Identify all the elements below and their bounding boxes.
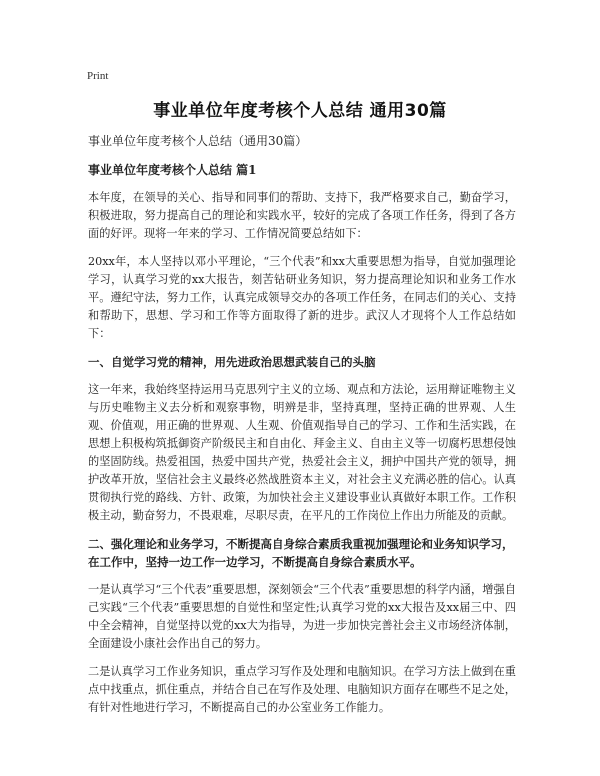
paragraph: 二是认真学习工作业务知识，重点学习写作及处理和电脑知识。在学习方法上做到在重点中找重点，抓住重点，并结合自己在写作及处理、电脑知识方面存在哪些不足之处，有针对性地进行学习，不断提高自己的办公室业务工作能力。 — [88, 665, 516, 714]
paragraph: 本年度，在领导的关心、指导和同事们的帮助、支持下，我严格要求自己，勤奋学习，积极进取，努力提高自己的理论和实践水平，较好的完成了各项工作任务，得到了各方面的好评。现将一年来的学习、工作情况简要总结如下： — [88, 191, 516, 240]
section-heading: 二、强化理论和业务学习，不断提高自身综合素质我重视加强理论和业务知识学习，在工作中，坚持一边工作一边学习，不断提高自身综合素质水平。 — [88, 537, 514, 569]
paragraph: 这一年来，我始终坚持运用马克思列宁主义的立场、观点和方法论，运用辩证唯物主义与历史唯物主义去分析和观察事物，明辨是非，坚持真理，坚持正确的世界观、人生观、价值观，用正确的世界观、人生观、价值观指导自己的学习、工作和生活实践，在思想上积极构筑抵御资产阶级民主和自由化、拜金主义、自由主义等一切腐朽思想侵蚀的坚固防线。热爱祖国，热爱中国共产党，热爱社会主义，拥护中国共产党的领导，拥护改革开放，坚信社会主义最终必然战胜资本主义，对社会主义充满必胜的信心。认真贯彻执行党的路线、方针、政策，为加快社会主义建设事业认真做好本职工作。工作积极主动，勤奋努力，不畏艰难，尽职尽责，在平凡的工作岗位上作出力所能及的贡献。 — [88, 383, 516, 522]
print-label[interactable]: Print — [87, 70, 109, 82]
paragraph: 20xx年，本人坚持以邓小平理论，“三个代表”和xx大重要思想为指导，自觉加强理论学习，认真学习党的xx大报告，刻苦钻研业务知识，努力提高理论知识和业务工作水平。遵纪守法，努力工作，认真完成领导交办的各项工作任务，在同志们的关心、支持和帮助下，思想、学习和工作等方面取得了新的进步。武汉人才现将个人工作总结如下： — [88, 255, 516, 340]
section-heading: 一、自觉学习党的精神，用先进政治思想武装自己的头脑 — [88, 355, 376, 369]
page-title: 事业单位年度考核个人总结 通用30篇 — [153, 101, 447, 121]
paragraph: 一是认真学习“三个代表”重要思想，深刻领会“三个代表”重要思想的科学内涵，增强自己实践“三个代表”重要思想的自觉性和坚定性;认真学习党的xx大报告及xx届三中、四中全会精神，自觉坚持以党的xx大为指导，为进一步加快完善社会主义市场经济体制，全面建设小康社会作出自己的努力。 — [88, 583, 516, 650]
document-body — [88, 132, 516, 727]
document-subtitle: 事业单位年度考核个人总结（通用30篇） — [88, 134, 308, 148]
section-title: 事业单位年度考核个人总结 篇1 — [88, 163, 257, 177]
